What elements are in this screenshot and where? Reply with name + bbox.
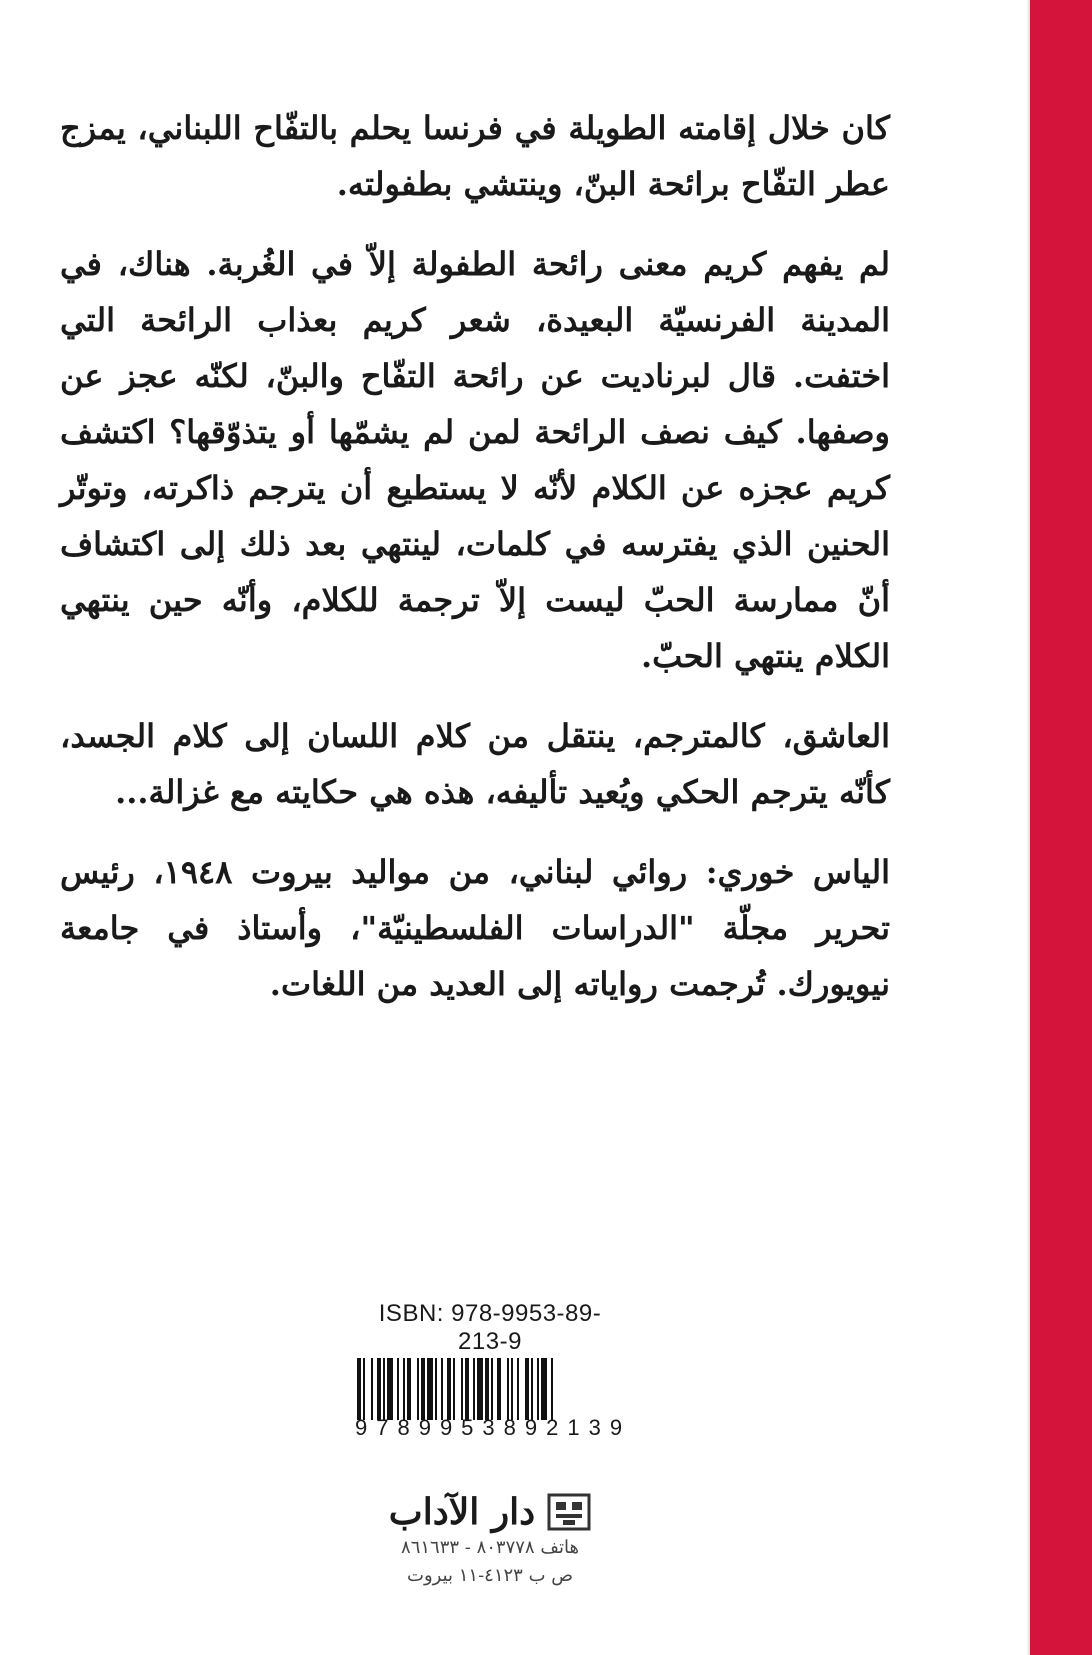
isbn-label: ISBN: 978-9953-89-213-9 — [378, 1300, 602, 1355]
blurb-text — [60, 100, 890, 1036]
barcode-bar — [465, 1358, 469, 1420]
barcode-bar — [507, 1358, 509, 1420]
barcode-bar — [383, 1358, 385, 1420]
publisher-block — [330, 1490, 650, 1590]
barcode-bar — [357, 1358, 361, 1420]
blurb-paragraph-3: العاشق، كالمترجم، ينتقل من كلام اللسان إلى كلام الجسد، كأنّه يترجم الحكي ويُعيد تأليفه، هذه هي حكايته مع غزالة... — [60, 717, 890, 811]
barcode-bar — [497, 1358, 501, 1420]
barcode-bar — [363, 1358, 365, 1420]
barcode-bar — [371, 1358, 373, 1420]
barcode-bar — [397, 1358, 399, 1420]
barcode-bar — [511, 1358, 513, 1420]
barcode-bar — [453, 1358, 455, 1420]
blurb-paragraph-1: كان خلال إقامته الطويلة في فرنسا يحلم بالتفّاح اللبناني، يمزج عطر التفّاح برائحة البنّ، وينتشي بطفولته. — [60, 109, 890, 203]
barcode-bar — [491, 1358, 493, 1420]
barcode-bar — [421, 1358, 425, 1420]
red-spine-band — [1030, 0, 1092, 1655]
barcode-bar — [407, 1358, 411, 1420]
barcode-bar — [377, 1358, 381, 1420]
barcode-bar — [435, 1358, 437, 1420]
barcode-bar — [517, 1358, 519, 1420]
barcode-bar — [541, 1358, 547, 1420]
author-bio: الياس خوري: روائي لبناني، من مواليد بيروت ١٩٤٨، رئيس تحرير مجلّة "الدراسات الفلسطينيّة"، وأستاذ في جامعة نيويورك. تُرجمت رواياته إلى العديد من اللغات. — [60, 853, 891, 1003]
isbn-barcode — [355, 1300, 632, 1440]
barcode-bar — [537, 1358, 539, 1420]
barcode-bar — [531, 1358, 533, 1420]
blurb-paragraph-2: لم يفهم كريم معنى رائحة الطفولة إلاّ في الغُربة. هناك، في المدينة الفرنسيّة البعيدة، شعر كريم بعذاب الرائحة التي اختفت. قال لبرناديت عن رائحة التفّاح والبنّ، لكنّه عجز عن وصفها. كيف نصف الرائحة لمن لم يشمّها أو يتذوّقها؟ اكتشف كريم عجزه عن الكلام لأنّه لا يستطيع أن يترجم ذاكرته، وتوتّر الحنين الذي يفترسه في كلمات، لينتهي بعد ذلك إلى اكتشاف أنّ ممارسة الحبّ ليست إلاّ ترجمة للكلام، وأنّه حين ينتهي الكلام ينتهي الحبّ. — [60, 245, 891, 675]
barcode-digits: 9789953892139 — [355, 1415, 632, 1440]
publisher-row — [330, 1490, 650, 1534]
barcode-bar — [485, 1358, 489, 1420]
barcode-icon — [355, 1358, 625, 1420]
barcode-bar — [461, 1358, 463, 1420]
barcode-bar — [403, 1358, 405, 1420]
barcode-bar — [525, 1358, 529, 1420]
barcode-bar — [477, 1358, 483, 1420]
barcode-bar — [473, 1358, 475, 1420]
publisher-phone: هاتف ٨٠٣٧٧٨ - ٨٦١٦٣٣ — [401, 1537, 579, 1558]
publisher-name: دار الآداب — [388, 1491, 536, 1533]
barcode-bar — [447, 1358, 451, 1420]
barcode-bar — [387, 1358, 393, 1420]
barcode-bar — [417, 1358, 419, 1420]
barcode-bar — [551, 1358, 553, 1420]
publisher-pobox: ص ب ٤١٢٣-١١ بيروت — [407, 1565, 573, 1586]
barcode-bar — [427, 1358, 433, 1420]
dar-al-adab-logo-icon — [547, 1493, 591, 1531]
barcode-bar — [441, 1358, 443, 1420]
